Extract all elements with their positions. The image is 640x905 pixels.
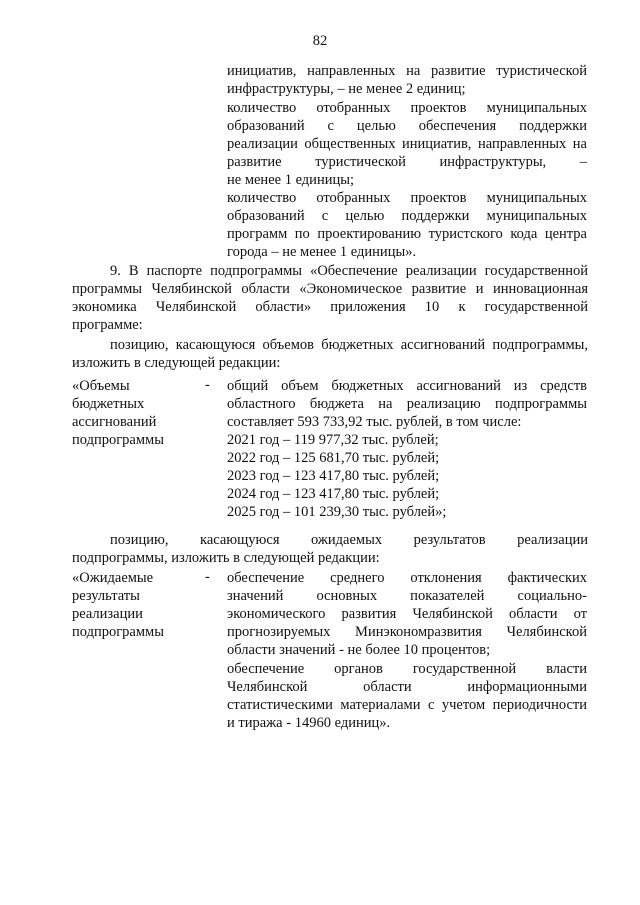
table-value-line: 2023 год – 123 417,80 тыс. рублей; xyxy=(227,468,440,484)
table-value-line: Челябинской области информационными xyxy=(227,679,587,695)
table-value-line: 2022 год – 125 681,70 тыс. рублей; xyxy=(227,450,440,466)
text-line: образований с целью поддержки муниципальных xyxy=(227,208,587,224)
text-line: 9. В паспорте подпрограммы «Обеспечение реализации государственной xyxy=(110,263,588,279)
text-line: количество отобранных проектов муниципальных xyxy=(227,100,587,116)
table-dash: - xyxy=(205,569,210,585)
text-line: изложить в следующей редакции: xyxy=(72,355,281,371)
table-value-line: обеспечение органов государственной власти xyxy=(227,661,587,677)
table-value-line: общий объем бюджетных ассигнований из средств xyxy=(227,378,587,394)
table-value-line: 2024 год – 123 417,80 тыс. рублей; xyxy=(227,486,440,502)
text-line: программ по проектированию туристского кода центра xyxy=(227,226,587,242)
table-dash: - xyxy=(205,377,210,393)
text-line: количество отобранных проектов муниципальных xyxy=(227,190,587,206)
text-line: инфраструктуры, – не менее 2 единиц; xyxy=(227,81,466,97)
table-value-line: статистическими материалами с учетом периодичности xyxy=(227,697,587,713)
table-label-line: реализации xyxy=(72,606,143,622)
table-label-line: «Ожидаемые xyxy=(72,570,154,586)
table-value-line: области значений - не более 10 процентов; xyxy=(227,642,491,658)
table-label-line: подпрограммы xyxy=(72,624,164,640)
table-label-line: подпрограммы xyxy=(72,432,164,448)
table-label-line: результаты xyxy=(72,588,140,604)
text-line: образований с целью обеспечения поддержки xyxy=(227,118,587,134)
table-value-line: 2021 год – 119 977,32 тыс. рублей; xyxy=(227,432,439,448)
table-value-line: прогнозируемых Минэкономразвития Челябинской xyxy=(227,624,587,640)
text-line: позицию, касающуюся объемов бюджетных ассигнований подпрограммы, xyxy=(110,337,588,353)
text-line: позицию, касающуюся ожидаемых результатов реализации xyxy=(110,532,588,548)
text-line: подпрограммы, изложить в следующей редакции: xyxy=(72,550,380,566)
table-label-line: «Объемы xyxy=(72,378,130,394)
table-value-line: экономического развития Челябинской области от xyxy=(227,606,587,622)
text-line: города – не менее 1 единицы». xyxy=(227,244,417,260)
table-label-line: бюджетных xyxy=(72,396,145,412)
table-value-line: составляет 593 733,92 тыс. рублей, в том числе: xyxy=(227,414,522,430)
page-number: 82 xyxy=(312,33,328,49)
text-line: программы Челябинской области «Экономическое развитие и инновационная xyxy=(72,281,588,297)
table-value-line: областного бюджета на реализацию подпрограммы xyxy=(227,396,587,412)
text-line: программе: xyxy=(72,317,143,333)
table-value-line: и тиража - 14960 единиц». xyxy=(227,715,391,731)
text-line: развитие туристической инфраструктуры, – xyxy=(227,154,587,170)
text-line: инициатив, направленных на развитие туристической xyxy=(227,63,587,79)
table-value-line: 2025 год – 101 239,30 тыс. рублей»; xyxy=(227,504,447,520)
table-value-line: обеспечение среднего отклонения фактических xyxy=(227,570,587,586)
table-value-line: значений основных показателей социально- xyxy=(227,588,587,604)
text-line: реализации общественных инициатив, направленных на xyxy=(227,136,587,152)
text-line: не менее 1 единицы; xyxy=(227,172,354,188)
table-label-line: ассигнований xyxy=(72,414,157,430)
text-line: экономика Челябинской области» приложения 10 к государственной xyxy=(72,299,588,315)
